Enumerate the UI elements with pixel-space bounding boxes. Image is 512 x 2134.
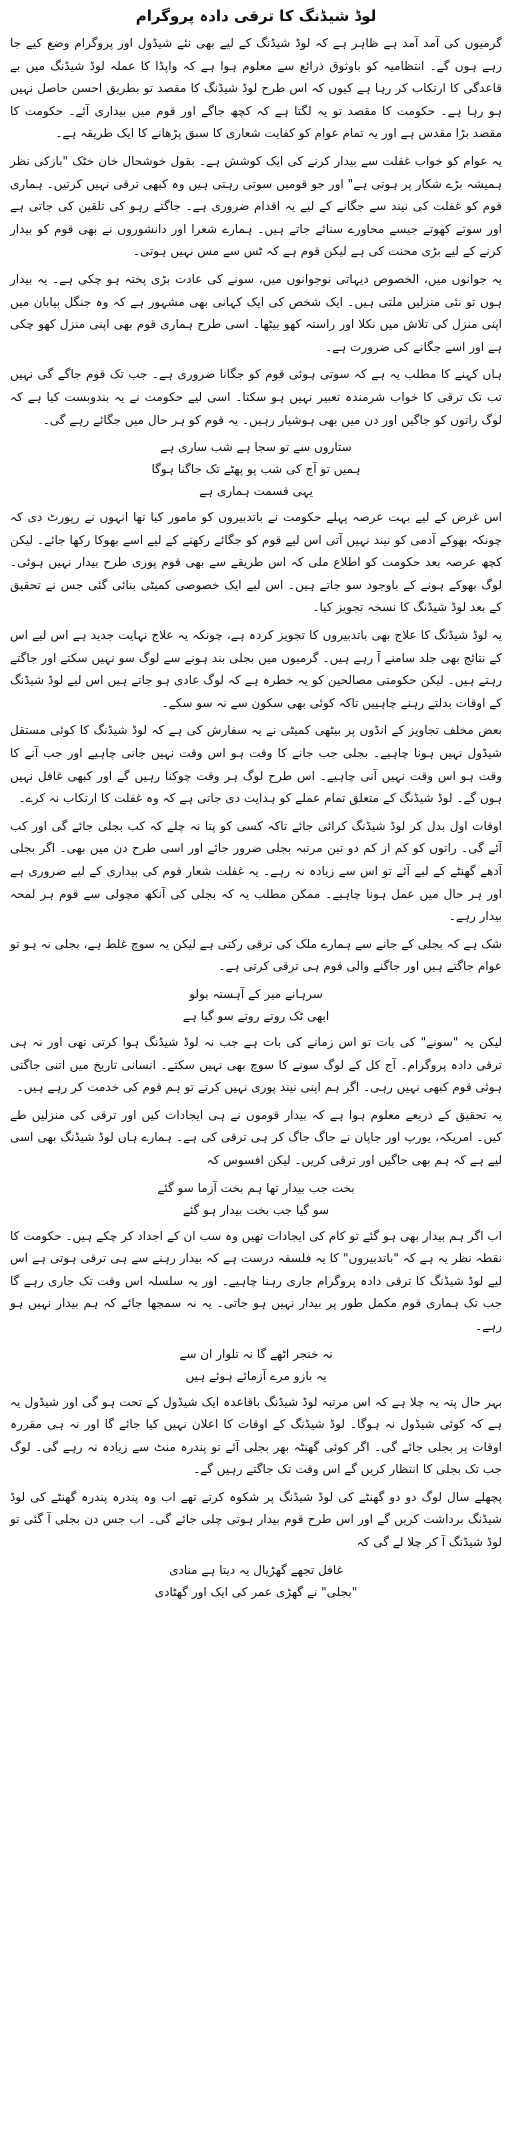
verse-line: نہ خنجر اٹھے گا نہ تلوار ان سے [179,1346,333,1361]
verse-line: ابھی ٹک روتے روتے سو گیا ہے [182,1008,330,1023]
verse-line: غافل تجھے گھڑیال یہ دیتا ہے منادی [169,1562,343,1577]
paragraph: بہر حال پتہ یہ چلا ہے کہ اس مرتبہ لوڈ شیڈنگ باقاعدہ ایک شیڈول کے تحت ہو گی اور شیڈول یہ ہے کہ کوئی شیڈول نہ ہوگا۔ لوڈ شیڈنگ کے اوقات کا اعلان نہیں کیا جائے گا اور نہ ہی مقررہ اوقات پر بجلی جائے گی۔ اگر کوئی گھنٹہ بھر بجلی آئے تو پندرہ منٹ سے زیادہ نہ رہے گی۔ لوگ جب تک بجلی کا انتظار کریں گے اس وقت تک جاگتے رہیں گے۔ [10,1394,502,1477]
verse-block [10,1559,502,1603]
verse-line: یہی قسمت ہماری ہے [199,484,313,499]
verse-line: ہمیں تو آج کی شب پو پھٹے تک جاگنا ہوگا [151,462,361,477]
paragraph: پچھلے سال لوگ دو دو گھنٹے کی لوڈ شیڈنگ پر شکوہ کرتے تھے اب وہ پندرہ پندرہ گھنٹے کی لوڈ شیڈنگ برداشت کریں گے اور اس طرح قوم بیدار ہوتی چلی جائے گی۔ اب جس دن بجلی آ گئی تو لوڈ شیڈنگ آ کر چلا لے گی کہ [10,1489,502,1550]
paragraph: لیکن یہ "سونے" کی بات تو اس زمانے کی بات ہے جب نہ لوڈ شیڈنگ ہوا کرتی تھی اور نہ ہی ترقی دادہ پروگرام۔ آج کل کے لوگ سونے کا سوچ بھی نہیں سکتے۔ انسانی تاریخ میں اتنی جاگتی ہوئی قوم کبھی نہیں رہی۔ اگر ہم اپنی نیند پوری نہیں کرتے تو ہم قوم کی خدمت کر رہے ہیں۔ [10,1034,502,1095]
paragraph: یہ تحقیق کے ذریعے معلوم ہوا ہے کہ بیدار قوموں نے ہی ایجادات کیں اور ترقی کی منزلیں طے کیں۔ امریکہ، یورپ اور جاپان نے جاگ جاگ کر ہی ترقی کی ہے۔ ہمارے ہاں لوڈ شیڈنگ بھی اسی لیے ہے کہ ہم بھی جاگیں اور ترقی کریں۔ لیکن افسوس کہ [10,1107,502,1167]
paragraph: یہ جوانوں میں، الخصوص دیہاتی نوجوانوں میں، سونے کی عادت بڑی پختہ ہو چکی ہے۔ یہ بیدار ہوں تو نئی منزلیں ملتی ہیں۔ ایک شخص کی ایک کہانی بھی مشہور ہے کہ وہ جنگل بیابان میں اپنی منزل کی تلاش میں نکلا اور راستہ کھو بیٹھا۔ اسی طرح ہماری قوم بھی اپنی منزل کھو چکی ہے اور اسے جگانے کی ضرورت ہے۔ [10,271,502,354]
paragraph: یہ لوڈ شیڈنگ کا علاج بھی باتدبیروں کا تجویز کردہ ہے، چونکہ یہ علاج نہایت جدید ہے اس لیے اس کے نتائج بھی جلد سامنے آ رہے ہیں۔ گرمیوں میں بجلی بند ہونے سے لوگ سو نہیں سکتے اور جاگتے رہتے ہیں۔ لیکن حکومتی مصالحین کو یہ خطرہ ہے کہ لوگ عادی ہو جاتے ہیں اس لیے لوڈ شیڈنگ کے اوقات بدلتے رہنے چاہییں تاکہ کوئی بھی سکون سے نہ سو سکے۔ [10,628,502,710]
article-title: لوڈ شیڈنگ کا ترقی دادہ پروگرام [135,7,377,25]
verse-block [10,983,502,1027]
verse-block [10,1177,502,1221]
verse-line: سو گیا جب بخت بیدار ہو گئے [182,1202,330,1217]
verse-line: یہ بازو مرے آزمائے ہوئے ہیں [185,1368,327,1383]
verse-block [10,1343,502,1387]
paragraph: اب اگر ہم بیدار بھی ہو گئے تو کام کی ایجادات تھیں وہ سب ان کے اجداد کر چکے ہیں۔ حکومت کا نقطہ نظر یہ ہے کہ "باتدبیروں" کا یہ فلسفہ درست ہے کہ بیدار رہنے سے ہی ترقی ہوتی ہے اس لیے لوڈ شیڈنگ کا ترقی دادہ پروگرام جاری رہنا چاہیے۔ اور یہ سلسلہ اس وقت تک جاری رہے گا جب تک ہماری قوم مکمل طور پر بیدار نہیں ہو جاتی۔ یہ نہ سمجھا جائے کہ ہم بیدار نہیں ہو رہے۔ [10,1228,502,1333]
verse-line: "بجلی" نے گھڑی عمر کی ایک اور گھٹادی [154,1584,358,1599]
paragraph: بعض مخلف تجاویز کے انڈوں پر بیٹھی کمیٹی نے یہ سفارش کی ہے کہ لوڈ شیڈنگ کا کوئی مستقل شیڈول نہیں ہونا چاہیے۔ بجلی جب جانے کا وقت ہو اس وقت نہیں جانی چاہیے اور جب آنے کا وقت ہو اس وقت نہیں آنی چاہیے۔ اس طرح لوگ ہر وقت چوکنا رہیں گے اور کبھی غافل نہیں ہوں گے۔ لوڈ شیڈنگ کے متعلق تمام عملے کو ہدایت دی جاتی ہے کہ وہ غفلت کا ارتکاب نہ کرے۔ [10,723,502,806]
verse-line: سرہانے میر کے آہستہ بولو [189,986,323,1001]
paragraph: ہاں کہنے کا مطلب یہ ہے کہ سوتی ہوئی قوم کو جگانا ضروری ہے۔ جب تک قوم جاگے گی نہیں تب تک ترقی کا خواب شرمندہ تعبیر نہیں ہو سکتا۔ اسی لیے حکومت نے یہ بندوبست کیا ہے کہ لوگ راتوں کو جاگیں اور دن میں بھی ہوشیار رہیں۔ یہ قوم کو ہر حال میں جگائے رہے گی۔ [10,367,503,427]
verse-line: ستاروں سے تو سجا ہے شب ساری ہے [160,440,352,455]
paragraph: یہ عوام کو خواب غفلت سے بیدار کرنے کی ایک کوشش ہے۔ بقول خوشحال خان خٹک "بازکی نظر ہمیشہ بڑے شکار پر ہوتی ہے" اور جو قومیں سوتی رہتی ہیں وہ کبھی ترقی نہیں کرتیں۔ ہماری قوم کو غفلت کی نیند سے جگانے کے لیے یہ اقدام ضروری ہے۔ جاگتے رہو کی تلقین کی جاتی ہے اور سوتے کھوتے جیسے محاورے سنائے جاتے ہیں۔ ہمارے شعرا اور دانشوروں نے بھی قوم کو بیدار کرنے کے لیے بڑی محنت کی ہے لیکن قوم ہے کہ ٹس سے مس نہیں ہوتی۔ [10,153,502,259]
verse-line: بخت جب بیدار تھا ہم بخت آزما سو گئے [157,1180,355,1195]
paragraph: اوقات اول بدل کر لوڈ شیڈنگ کرائی جائے تاکہ کسی کو پتا نہ چلے کہ کب بجلی جائے گی اور کب آئے گی۔ راتوں کو کم از کم دو تین مرتبہ بجلی ضرور جائے اور اسی طرح دن میں بھی۔ اگر بجلی آدھے گھنٹے کے لیے آئے تو اس سے زیادہ نہ رہے۔ یہ غفلت شعار قوم کی بیداری کے لیے ضروری ہے اور ہر حال میں عمل ہونا چاہیے۔ ممکن مطلب یہ کہ بجلی کی آنکھ مچولی سے قوم ہر لمحہ بیدار رہے۔ [10,818,502,924]
verse-block [10,436,502,502]
paragraph: شک ہے کہ بجلی کے جانے سے ہمارے ملک کی ترقی رکتی ہے لیکن یہ سوچ غلط ہے، بجلی نہ ہو تو عوام جاگتے ہیں اور جاگنے والی قوم ہی ترقی کرتی ہے۔ [10,936,502,974]
article-body [10,32,502,1603]
paragraph: اس غرض کے لیے بہت عرصہ پہلے حکومت نے باتدبیروں کو مامور کیا تھا انہوں نے رپورٹ دی کہ چونکہ بھوکے آدمی کو نیند نہیں آتی اس لیے قوم کو جگائے رکھنے کے لیے اسے بھوکا رکھا جائے۔ لیکن کچھ عرصہ بعد حکومت کو اطلاع ملی کہ اس طریقے سے بھی قوم پوری طرح بیدار نہیں ہوئی۔ لوگ بھوکے ہونے کے باوجود سو جاتے ہیں۔ اس لیے ایک خصوصی کمیٹی بنائی گئی جس نے تحقیق کے بعد لوڈ شیڈنگ کا نسخہ تجویز کیا۔ [10,510,503,615]
paragraph: گرمیوں کی آمد آمد ہے ظاہر ہے کہ لوڈ شیڈنگ کے لیے بھی نئے شیڈول اور پروگرام وضع کیے جا رہے ہوں گے۔ انتظامیہ کو باوثوق ذرائع سے معلوم ہوا ہے کہ واپڈا کا عملہ لوڈ شیڈنگ میں بے قاعدگی کا ارتکاب کر رہا ہے کیوں کہ اس طرح لوڈ شیڈنگ کا مقصد تو بطریق احسن حاصل نہیں ہو رہا ہے۔ حکومت کا مقصد تو یہ لگتا ہے کہ کچھ جاگے اور قوم میں بیداری آئے۔ حکومت کا مقصد بڑا مقدس ہے اور یہ تمام عوام کو کفایت شعاری کا سبق پڑھانے کا ایک طریقہ ہے۔ [10,36,502,141]
